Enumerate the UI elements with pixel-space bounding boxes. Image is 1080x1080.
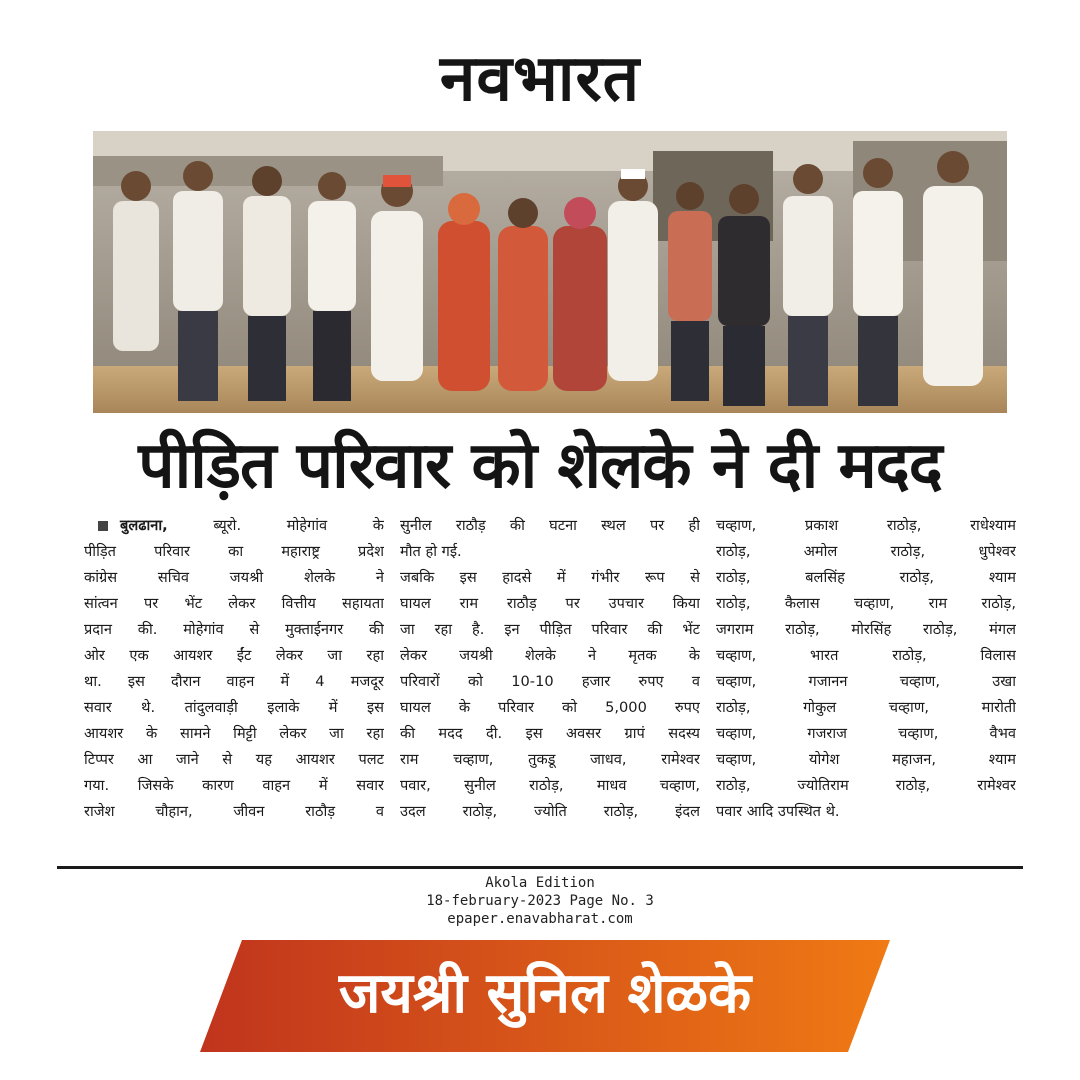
article-column-3	[716, 513, 1016, 825]
article-line: की मदद दी. इस अवसर ग्रापं सदस्य	[400, 725, 700, 742]
article-line: राठोड़, ज्योतिराम राठोड़, रामेश्वर	[716, 777, 1016, 794]
article-line: चव्हाण, गजराज चव्हाण, वैभव	[716, 725, 1016, 742]
edition-site: epaper.enavabharat.com	[447, 911, 633, 927]
article-line: था. इस दौरान वाहन में 4 मजदूर	[84, 673, 384, 690]
article-line: पीड़ित परिवार का महाराष्ट्र प्रदेश	[84, 543, 384, 560]
article-line: चव्हाण, गजानन चव्हाण, उखा	[716, 673, 1016, 690]
bullet-square-icon	[98, 521, 108, 531]
edition-date-page: 18-february-2023 Page No. 3	[426, 893, 654, 909]
article-line: घायल राम राठौड़ पर उपचार किया	[400, 595, 700, 612]
article-line: राजेश चौहान, जीवन राठौड़ व	[84, 803, 384, 820]
article-line: चव्हाण, प्रकाश राठोड़, राधेश्याम	[716, 517, 1016, 534]
dateline: बुलढाना,	[120, 517, 168, 534]
article-line: राम चव्हाण, तुकडू जाधव, रामेश्वर	[400, 751, 700, 768]
article-line: ओर एक आयशर ईंट लेकर जा रहा	[84, 647, 384, 664]
name-banner	[200, 940, 890, 1052]
article-column-1	[84, 513, 384, 825]
article-line: सवार थे. तांदुलवाड़ी इलाके में इस	[84, 699, 384, 716]
news-photo	[93, 131, 1007, 413]
headline: पीड़ित परिवार को शेलके ने दी मदद	[138, 429, 942, 503]
divider-rule	[57, 866, 1023, 869]
article-line: चव्हाण, योगेश महाजन, श्याम	[716, 751, 1016, 768]
article-line: गया. जिसके कारण वाहन में सवार	[84, 777, 384, 794]
article-body	[84, 513, 1016, 859]
article-line: पवार, सुनील राठोड़, माधव चव्हाण,	[400, 777, 700, 794]
article-line: कांग्रेस सचिव जयश्री शेलके ने	[84, 569, 384, 586]
article-line: उदल राठोड़, ज्योति राठोड़, इंदल	[400, 803, 700, 820]
article-line: जबकि इस हादसे में गंभीर रूप से	[400, 569, 700, 586]
article-line: परिवारों को 10-10 हजार रुपए व	[400, 673, 700, 690]
article-line: जा रहा है. इन पीड़ित परिवार की भेंट	[400, 621, 700, 638]
article-line: पवार आदि उपस्थित थे.	[716, 803, 840, 820]
article-column-2	[400, 513, 700, 825]
masthead: नवभारत	[439, 42, 641, 116]
article-line: घायल के परिवार को 5,000 रुपए	[400, 699, 700, 716]
article-line: बुलढाना, ब्यूरो. मोहेगांव के	[84, 513, 384, 539]
article-line: टिप्पर आ जाने से यह आयशर पलट	[84, 751, 384, 768]
article-line: मौत हो गई.	[400, 543, 462, 560]
article-line: लेकर जयश्री शेलके ने मृतक के	[400, 647, 700, 664]
article-line: जगराम राठोड़, मोरसिंह राठोड़, मंगल	[716, 621, 1016, 638]
edition-credits	[0, 874, 1080, 928]
article-line: सुनील राठौड़ की घटना स्थल पर ही	[400, 517, 700, 534]
article-line: आयशर के सामने मिट्टी लेकर जा रहा	[84, 725, 384, 742]
article-line: प्रदान की. मोहेगांव से मुक्ताईनगर की	[84, 621, 384, 638]
article-line: चव्हाण, भारत राठोड़, विलास	[716, 647, 1016, 664]
article-line: राठोड़, बलसिंह राठोड़, श्याम	[716, 569, 1016, 586]
article-line: सांत्वन पर भेंट लेकर वित्तीय सहायता	[84, 595, 384, 612]
article-line: राठोड़, अमोल राठोड़, धुपेश्वर	[716, 543, 1016, 560]
article-line: राठोड़, गोकुल चव्हाण, मारोती	[716, 699, 1016, 716]
article-line: राठोड़, कैलास चव्हाण, राम राठोड़,	[716, 595, 1016, 612]
edition-name: Akola Edition	[485, 875, 595, 891]
banner-title: जयश्री सुनिल शेळके	[338, 961, 752, 1026]
